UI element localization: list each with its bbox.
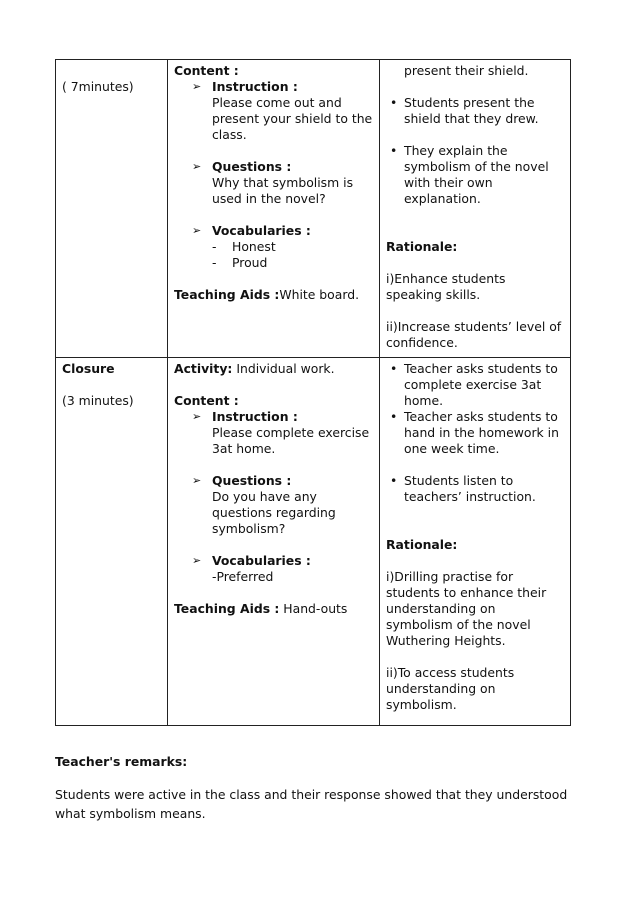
rationale-label: Rationale: [386,239,458,254]
questions-item [174,159,373,207]
questions-text: Why that symbolism is used in the novel? [212,175,354,206]
activity-type: Activity: Individual work. [174,361,335,376]
arrowhead-bullet-icon: ➢ [192,554,202,567]
arrowhead-bullet-icon: ➢ [192,160,202,173]
vocabularies-label: Vocabularies : [212,223,311,238]
list-item: • They explain the symbolism of the novel with their own explanation. [390,143,549,206]
content-cell [168,60,380,358]
teaching-aids: Teaching Aids : Hand-outs [174,601,348,616]
content-cell [168,358,380,726]
arrowhead-bullet-icon: ➢ [192,80,202,93]
questions-label: Questions : [212,159,292,174]
questions-item [174,473,373,537]
activity-cell [380,358,571,726]
activity-continuation: present their shield. [404,63,529,78]
instruction-item [174,409,373,457]
list-item: • Teacher asks students to complete exercise 3at home. [390,361,558,408]
questions-text: Do you have any questions regarding symbolism? [212,489,336,536]
table-row [56,60,571,358]
vocabularies-item [174,223,373,239]
round-bullet-icon: • [390,361,398,376]
instruction-label: Instruction : [212,409,298,424]
list-item: • Students listen to teachers’ instruction. [390,473,536,504]
vocab-entry: -Preferred [212,569,274,584]
lesson-plan-table [55,59,571,726]
round-bullet-icon: • [390,473,398,488]
round-bullet-icon: • [390,95,398,110]
list-item: • Students present the shield that they drew. [390,95,539,126]
list-item: • Teacher asks students to hand in the homework in one week time. [390,409,559,456]
vocabularies-item [174,553,373,585]
remarks-text: Students were active in the class and their response showed that they understood what symbolism means. [55,787,568,821]
questions-label: Questions : [212,473,292,488]
arrowhead-bullet-icon: ➢ [192,474,202,487]
instruction-item [174,79,373,143]
round-bullet-icon: • [390,143,398,158]
stage-cell [56,60,168,358]
rationale-point: ii)To access students understanding on symbolism. [386,665,515,712]
rationale-point: i)Enhance students speaking skills. [386,271,506,302]
instruction-text: Please complete exercise 3at home. [212,425,370,456]
stage-cell [56,358,168,726]
vocabularies-label: Vocabularies : [212,553,311,568]
content-label: Content : [174,63,239,78]
instruction-text: Please come out and present your shield to the class. [212,95,373,142]
vocab-entry: - Proud [212,255,268,270]
rationale-point: ii)Increase students’ level of confidence. [386,319,562,350]
instruction-label: Instruction : [212,79,298,94]
activity-cell [380,60,571,358]
rationale-label: Rationale: [386,537,458,552]
arrowhead-bullet-icon: ➢ [192,224,202,237]
time-label: ( 7minutes) [62,79,134,94]
teaching-aids: Teaching Aids :White board. [174,287,360,302]
round-bullet-icon: • [390,409,398,424]
time-label: (3 minutes) [62,393,134,408]
content-label: Content : [174,393,239,408]
table-row [56,358,571,726]
rationale-point: i)Drilling practise for students to enhance their understanding on symbolism of the novel Wuthering Heights. [386,569,547,648]
stage-label: Closure [62,361,115,376]
remarks-heading: Teacher's remarks: [55,754,188,769]
arrowhead-bullet-icon: ➢ [192,410,202,423]
vocab-entry: - Honest [212,239,276,254]
